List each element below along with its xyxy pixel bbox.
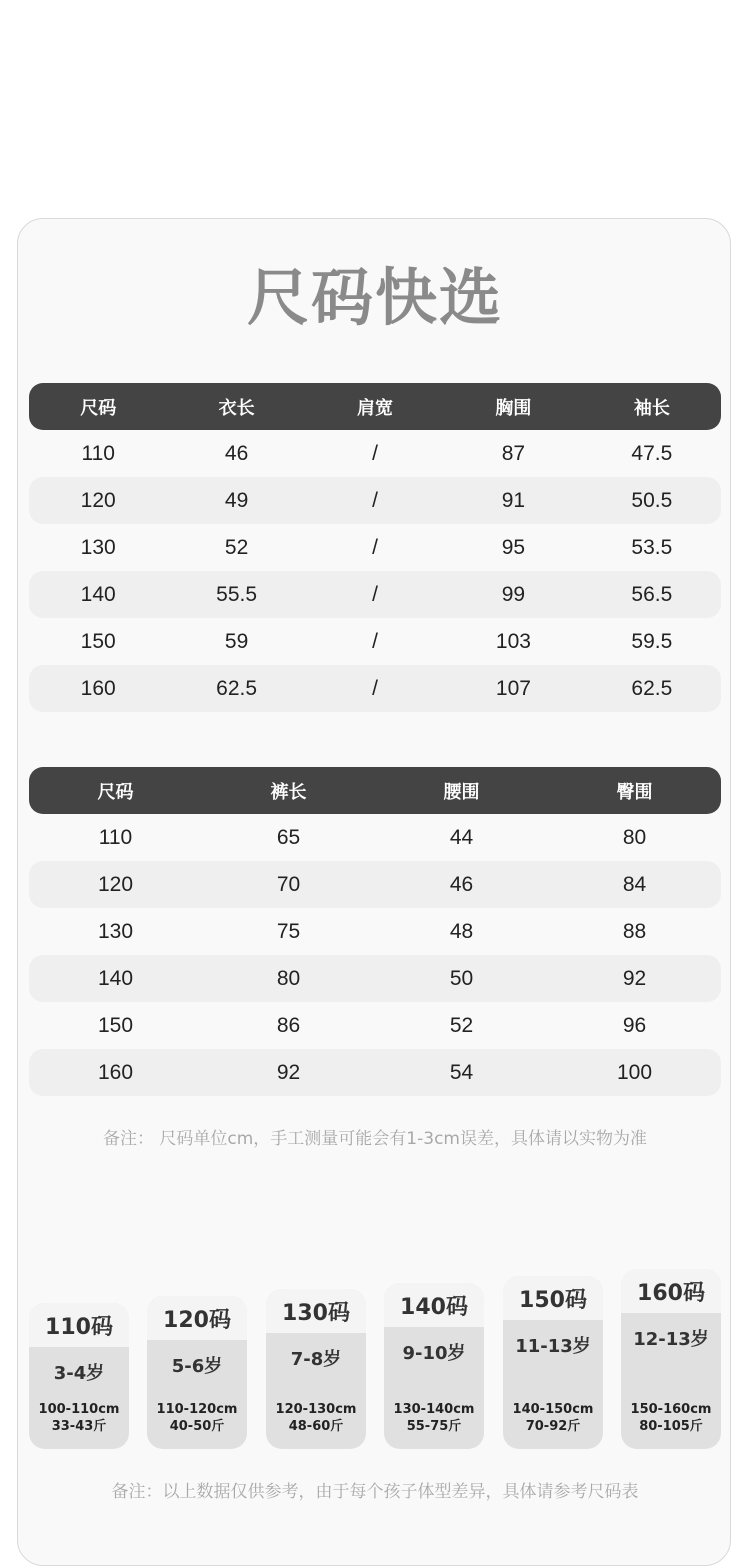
table-cell: 160 [80, 676, 116, 700]
table-cell: 150 [97, 1013, 134, 1037]
header-cell: 臀围 [616, 781, 653, 802]
size-tag-weight: 33-43斤 [51, 1419, 107, 1434]
table-cell: / [372, 582, 378, 606]
size-tag-label: 140码 [384, 1283, 484, 1327]
size-tag-dimensions [621, 1401, 721, 1435]
table-row [29, 814, 721, 861]
size-tag-height: 100-110cm [38, 1402, 120, 1417]
table-row [29, 430, 721, 477]
table-cell: 62.5 [631, 676, 673, 700]
table-row [29, 524, 721, 571]
size-tag-dimensions [384, 1401, 484, 1435]
table-cell: 44 [449, 825, 474, 849]
size-tag-age: 11-13岁 [515, 1336, 591, 1357]
table-cell: 92 [622, 966, 647, 990]
table-cell: / [372, 441, 378, 465]
size-tag-age: 5-6岁 [171, 1356, 223, 1377]
table-cell: 120 [80, 488, 116, 512]
table-cell: 130 [80, 535, 116, 559]
table-cell: 75 [276, 919, 301, 943]
table-cell: / [372, 629, 378, 653]
table-cell: 95 [501, 535, 526, 559]
measurement-note: 备注： 尺码单位cm，手工测量可能会有1-3cm误差，具体请以实物为准 [103, 1129, 647, 1149]
table-cell: 70 [276, 872, 301, 896]
table-row [29, 1002, 721, 1049]
header-cell: 裤长 [270, 781, 307, 802]
reference-note: 备注：以上数据仅供参考，由于每个孩子体型差异，具体请参考尺码表 [111, 1482, 639, 1502]
table-row [29, 618, 721, 665]
size-tag-weight: 80-105斤 [639, 1419, 703, 1434]
header-cell: 尺码 [97, 781, 134, 802]
table-cell: 130 [97, 919, 134, 943]
size-tag-age: 9-10岁 [402, 1343, 466, 1364]
table-cell: 150 [80, 629, 116, 653]
table-cell: 92 [276, 1060, 301, 1084]
size-tag-age: 3-4岁 [53, 1363, 105, 1384]
table-cell: 140 [97, 966, 134, 990]
size-tag-label: 110码 [29, 1303, 129, 1347]
table-row [29, 1049, 721, 1096]
table-cell: 54 [449, 1060, 474, 1084]
size-tag-110 [29, 1303, 129, 1449]
size-tag-weight: 48-60斤 [288, 1419, 344, 1434]
table-cell: / [372, 535, 378, 559]
size-tag-weight: 70-92斤 [525, 1419, 581, 1434]
table-cell: 140 [80, 582, 116, 606]
table-cell: 160 [97, 1060, 134, 1084]
size-tag-label: 120码 [147, 1296, 247, 1340]
table-cell: 99 [501, 582, 526, 606]
table-cell: 52 [224, 535, 249, 559]
table-cell: 46 [224, 441, 249, 465]
size-tag-label: 130码 [266, 1289, 366, 1333]
table-row [29, 665, 721, 712]
size-tag-height: 130-140cm [393, 1402, 475, 1417]
table-cell: 107 [495, 676, 531, 700]
table-row [29, 861, 721, 908]
table-cell: 55.5 [216, 582, 258, 606]
table-cell: 80 [276, 966, 301, 990]
header-cell: 肩宽 [357, 397, 394, 418]
table-cell: 46 [449, 872, 474, 896]
table-cell: 86 [276, 1013, 301, 1037]
table-cell: 56.5 [631, 582, 673, 606]
bottom-size-table [29, 767, 721, 1096]
table-cell: 47.5 [631, 441, 673, 465]
table-cell: / [372, 488, 378, 512]
table-cell: / [372, 676, 378, 700]
table-cell: 80 [622, 825, 647, 849]
table-header [29, 383, 721, 430]
size-tag-height: 110-120cm [156, 1402, 238, 1417]
size-tag-weight: 55-75斤 [406, 1419, 462, 1434]
table-cell: 96 [622, 1013, 647, 1037]
size-tag-weight: 40-50斤 [169, 1419, 225, 1434]
top-size-table [29, 383, 721, 712]
size-tag-dimensions [266, 1401, 366, 1435]
table-cell: 120 [97, 872, 134, 896]
size-tag-120 [147, 1296, 247, 1449]
size-tag-age: 7-8岁 [290, 1349, 342, 1370]
table-cell: 53.5 [631, 535, 673, 559]
size-tag-height: 120-130cm [275, 1402, 357, 1417]
size-tag-dimensions [29, 1401, 129, 1435]
size-tag-height: 140-150cm [512, 1402, 594, 1417]
table-cell: 49 [224, 488, 249, 512]
size-tag-dimensions [147, 1401, 247, 1435]
table-cell: 52 [449, 1013, 474, 1037]
table-cell: 110 [81, 441, 115, 465]
header-cell: 袖长 [633, 397, 670, 418]
size-tag-160 [621, 1269, 721, 1449]
table-row [29, 955, 721, 1002]
header-cell: 衣长 [218, 397, 255, 418]
table-header [29, 767, 721, 814]
table-cell: 50.5 [631, 488, 673, 512]
size-tag-140 [384, 1283, 484, 1449]
table-cell: 48 [449, 919, 474, 943]
size-tag-height: 150-160cm [630, 1402, 712, 1417]
table-cell: 62.5 [216, 676, 258, 700]
size-tag-dimensions [503, 1401, 603, 1435]
table-cell: 103 [495, 629, 531, 653]
table-cell: 59.5 [631, 629, 673, 653]
table-cell: 65 [276, 825, 301, 849]
size-tag-130 [266, 1289, 366, 1449]
header-cell: 尺码 [80, 397, 117, 418]
table-row [29, 477, 721, 524]
size-tag-150 [503, 1276, 603, 1449]
table-cell: 87 [501, 441, 526, 465]
table-cell: 84 [622, 872, 647, 896]
header-cell: 腰围 [443, 781, 480, 802]
table-cell: 88 [622, 919, 647, 943]
table-cell: 59 [224, 629, 249, 653]
table-row [29, 908, 721, 955]
table-cell: 91 [501, 488, 526, 512]
table-cell: 110 [98, 825, 133, 849]
table-cell: 100 [616, 1060, 653, 1084]
table-row [29, 571, 721, 618]
size-tag-label: 160码 [621, 1269, 721, 1313]
size-tag-age: 12-13岁 [633, 1329, 709, 1350]
header-cell: 胸围 [495, 397, 532, 418]
size-tag-label: 150码 [503, 1276, 603, 1320]
table-cell: 50 [449, 966, 474, 990]
page-title: 尺码快选 [246, 261, 503, 334]
